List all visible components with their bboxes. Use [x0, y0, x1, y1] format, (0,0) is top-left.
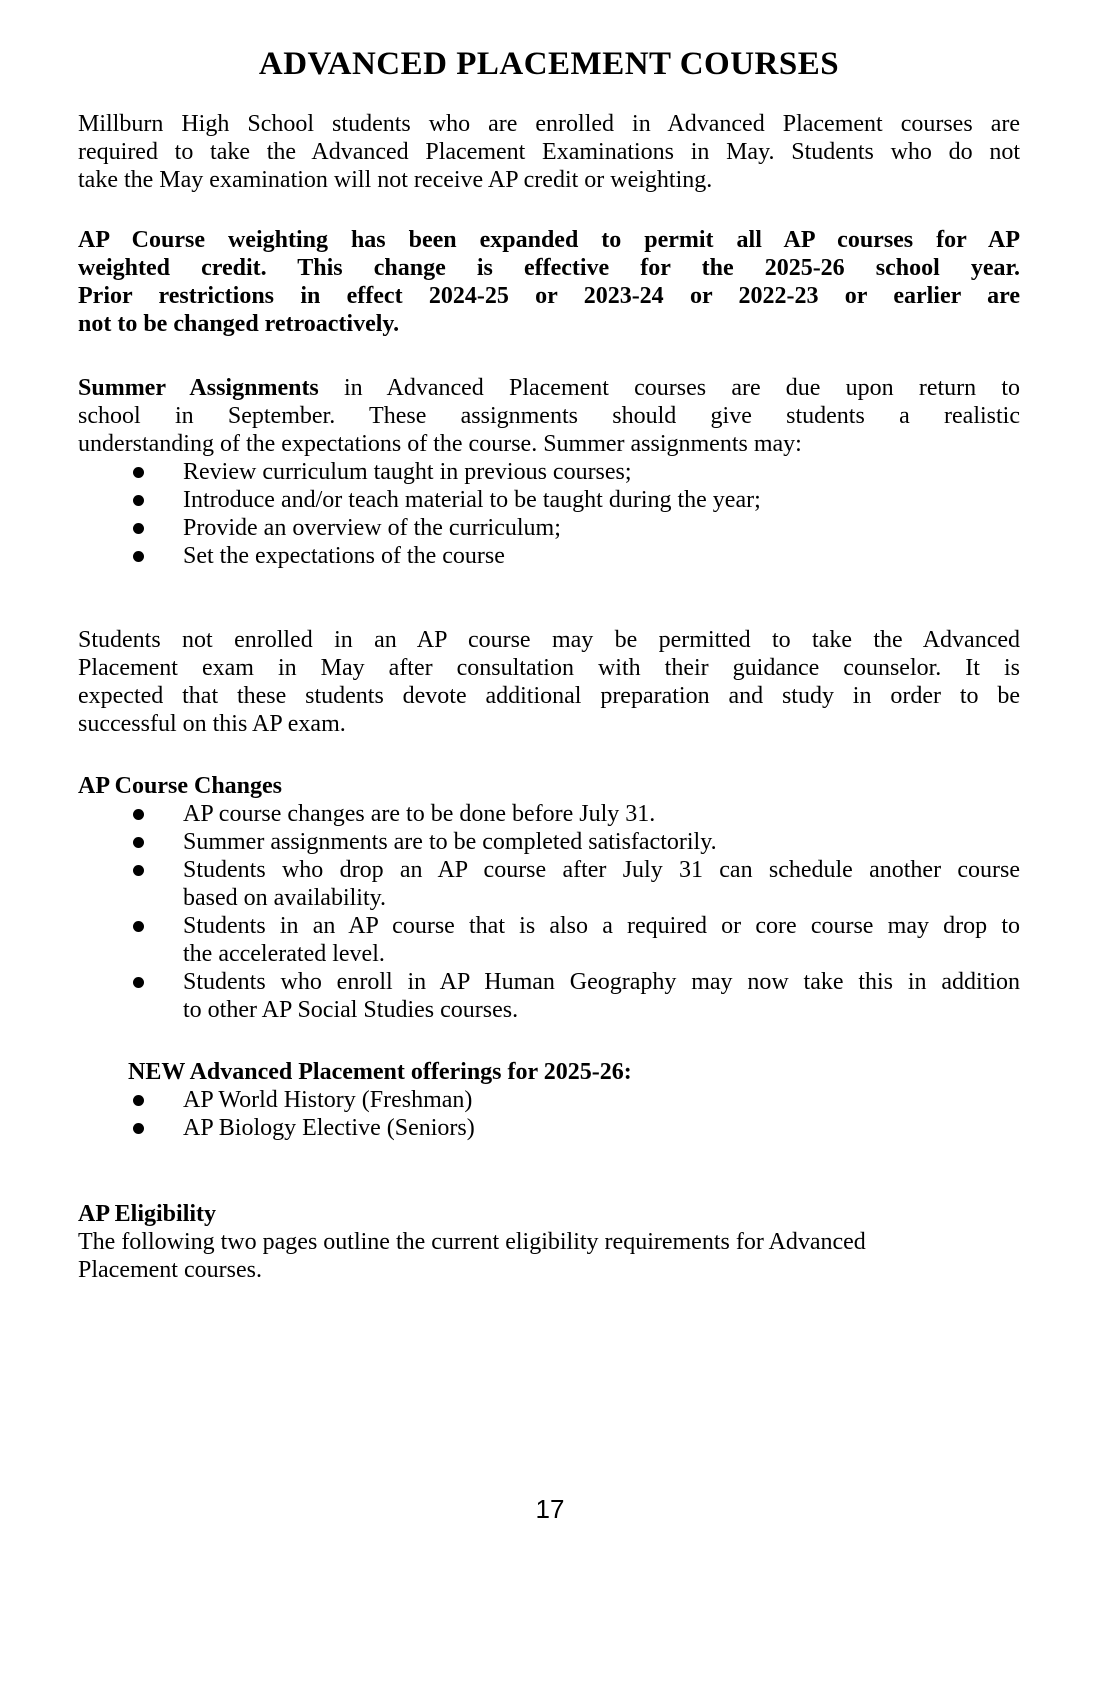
ap-eligibility-body: The following two pages outline the current eligibility requirements for Advanced Placement courses.: [78, 1229, 866, 1283]
bullet-icon: [133, 921, 144, 932]
bullet-icon: [133, 1095, 144, 1106]
list-item-text: AP Biology Elective (Seniors): [183, 1115, 475, 1141]
page-number: 17: [535, 1494, 565, 1524]
list-item-text: Summer assignments are to be completed satisfactorily.: [183, 829, 717, 855]
summer-assignments-body: school in September. These assignments should give students a realistic: [78, 403, 1020, 429]
non-enrolled-body: Students not enrolled in an AP course may be permitted to take the Advanced Placement exam in May after consultation with their guidance counselor. It is expected that these students devote additional preparation and study in order to be: [78, 627, 1020, 709]
bullet-icon: [133, 467, 144, 478]
list-item-text: Review curriculum taught in previous courses;: [183, 459, 632, 485]
list-item: [78, 1114, 1020, 1142]
summer-assignments-paragraph: [78, 374, 1020, 458]
list-item: [78, 856, 1020, 912]
bullet-icon: [133, 551, 144, 562]
summer-assignments-lastline: understanding of the expectations of the course. Summer assignments may:: [78, 431, 802, 457]
summer-assignments-list: [78, 458, 1020, 570]
list-item-text: Students in an AP course that is also a required or core course may drop to: [183, 913, 1020, 939]
list-item-text: Set the expectations of the course: [183, 543, 505, 569]
weighting-notice-lastline: not to be changed retroactively.: [78, 311, 400, 337]
bullet-icon: [133, 495, 144, 506]
summer-assignments-line1: [78, 374, 1020, 402]
list-item-text: Students who drop an AP course after July 31 can schedule another course: [183, 857, 1020, 883]
list-item: [78, 828, 1020, 856]
intro-paragraph: [78, 110, 1020, 194]
bullet-icon: [133, 523, 144, 534]
list-item: [78, 800, 1020, 828]
list-item-text: Introduce and/or teach material to be taught during the year;: [183, 487, 761, 513]
non-enrolled-paragraph: [78, 626, 1020, 738]
list-item: [78, 458, 1020, 486]
bullet-icon: [133, 865, 144, 876]
bullet-icon: [133, 977, 144, 988]
list-item-text: AP course changes are to be done before July 31.: [183, 801, 656, 827]
list-item: [78, 968, 1020, 1024]
page-content: [78, 44, 1020, 1284]
non-enrolled-lastline: successful on this AP exam.: [78, 711, 346, 737]
ap-eligibility-paragraph: [78, 1228, 1020, 1284]
weighting-notice-paragraph: [78, 226, 1020, 338]
summer-assignments-line1-rest: in Advanced Placement courses are due upon return to: [318, 375, 1021, 401]
list-item: [78, 912, 1020, 968]
list-item-text: Students who enroll in AP Human Geography may now take this in addition: [183, 969, 1020, 995]
summer-assignments-lead: Summer Assignments: [78, 375, 319, 401]
list-item-text: AP World History (Freshman): [183, 1087, 473, 1113]
ap-course-changes-list: [78, 800, 1020, 1024]
page-title: ADVANCED PLACEMENT COURSES: [258, 46, 840, 82]
section-heading-ap-course-changes: AP Course Changes: [78, 773, 283, 799]
weighting-notice-body: AP Course weighting has been expanded to permit all AP courses for AP weighted credit. This change is effective for the 2025-26 school year. Prior restrictions in effect 2024-25 or 2023-24 or 2022-23 or earlier are: [78, 227, 1020, 309]
section-heading-new-ap-offerings: NEW Advanced Placement offerings for 2025-26:: [128, 1059, 632, 1085]
list-item-text: to other AP Social Studies courses.: [183, 997, 519, 1023]
list-item-text: based on availability.: [183, 885, 387, 911]
bullet-icon: [133, 837, 144, 848]
list-item: [78, 1086, 1020, 1114]
list-item: [78, 542, 1020, 570]
bullet-icon: [133, 809, 144, 820]
intro-paragraph-body: Millburn High School students who are enrolled in Advanced Placement courses are required to take the Advanced Placement Examinations in May. Students who do not: [78, 111, 1020, 165]
intro-paragraph-lastline: take the May examination will not receive AP credit or weighting.: [78, 167, 713, 193]
list-item: [78, 486, 1020, 514]
bullet-icon: [133, 1123, 144, 1134]
list-item: [78, 514, 1020, 542]
section-heading-ap-eligibility: AP Eligibility: [78, 1201, 217, 1227]
list-item-text: Provide an overview of the curriculum;: [183, 515, 561, 541]
new-ap-offerings-list: [78, 1086, 1020, 1142]
list-item-text: the accelerated level.: [183, 941, 385, 967]
